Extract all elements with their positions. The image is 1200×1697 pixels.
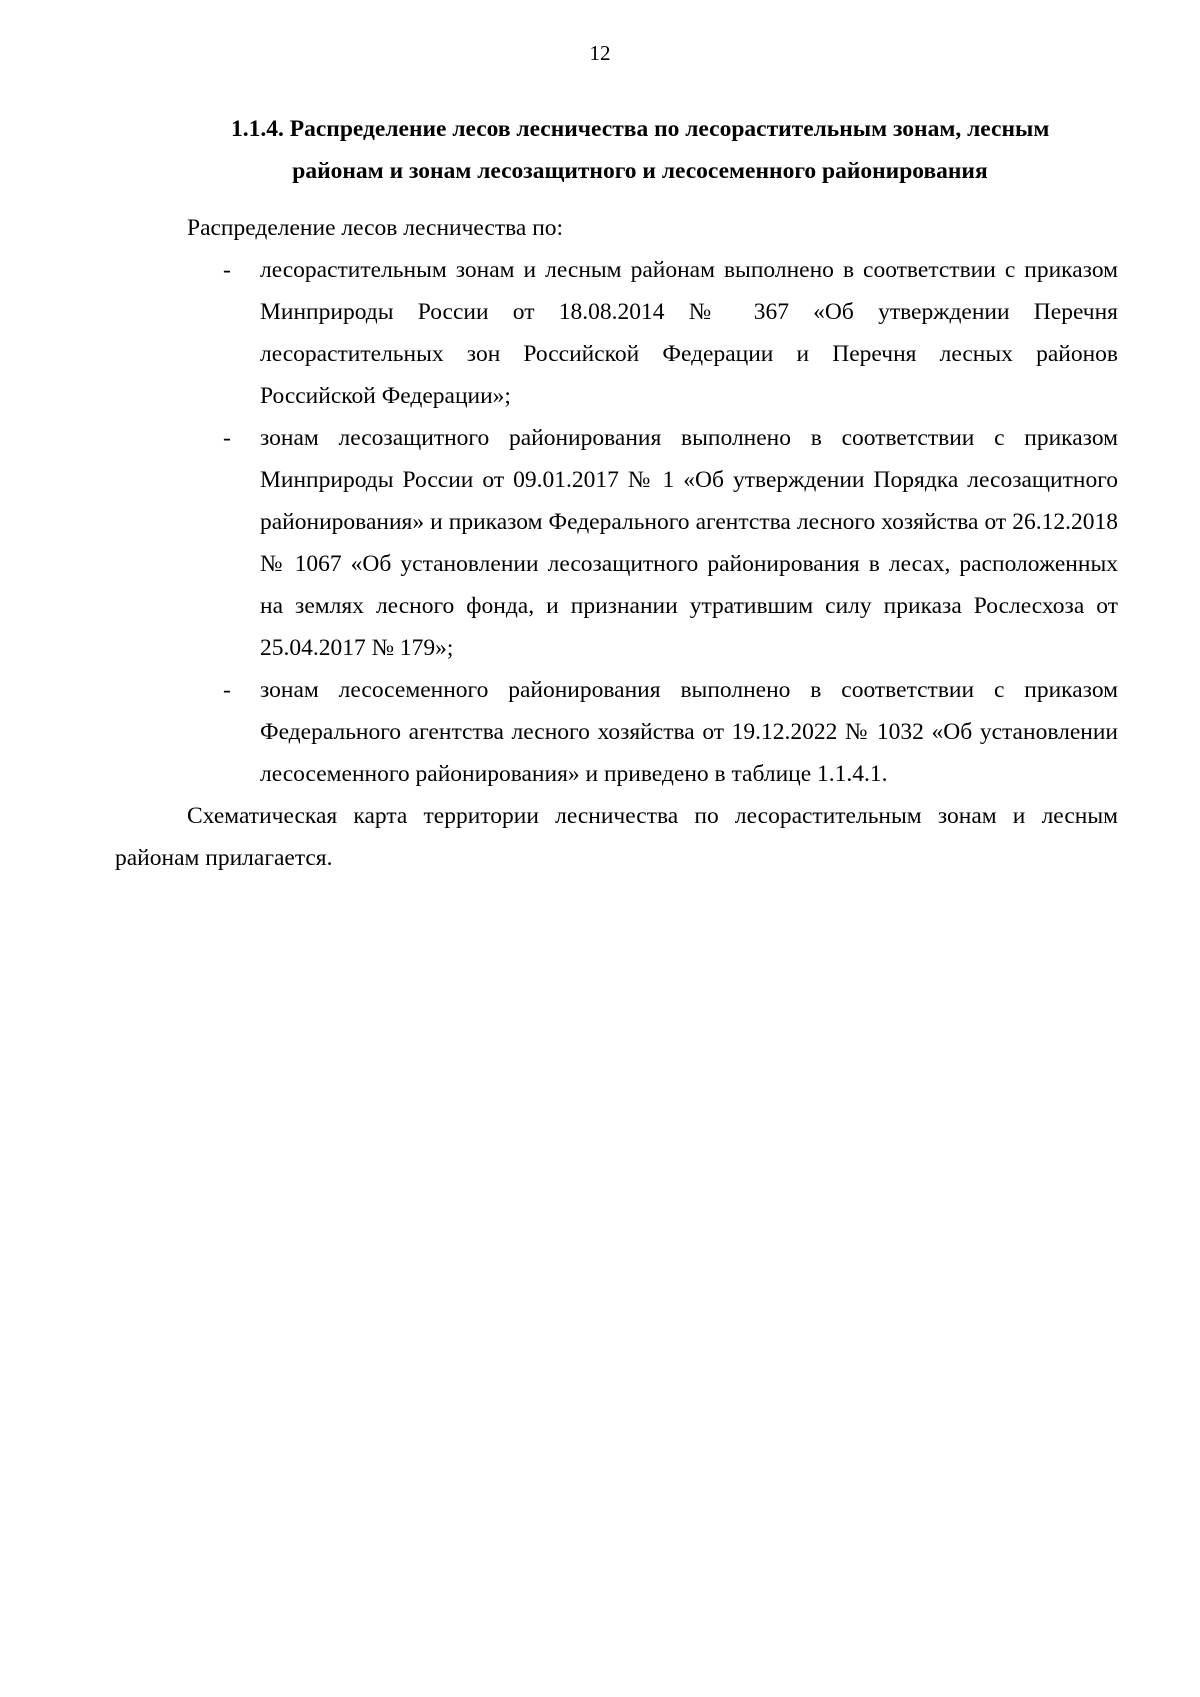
section-heading-line-1: 1.1.4. Распределение лесов лесничества по лесорастительным зонам, лесным: [231, 116, 1050, 142]
list-item-text: зонам лесозащитного районирования выполнено в соответствии с приказом Минприроды России от 09.01.2017 № 1 «Об утверждении Порядка лесозащитного районирования» и приказом Федерального агентства лесного хозяйства от 26.12.2018 № 1067 «Об установлении лесозащитного районирования в лесах, расположенных на землях лесного фонда, и признании утратившим силу приказа Рослесхоза от 25.04.2017 № 179»;: [260, 425, 1118, 661]
list-dash-marker: -: [223, 425, 231, 451]
page-number: 12: [589, 41, 611, 65]
list-item: [115, 669, 1118, 795]
list-item-text: зонам лесосеменного районирования выполнено в соответствии с приказом Федерального агентства лесного хозяйства от 19.12.2022 № 1032 «Об установлении лесосеменного районирования» и приведено в таблице 1.1.4.1.: [260, 677, 1118, 787]
list-item: [115, 249, 1118, 417]
list-item: [115, 417, 1118, 669]
intro-paragraph: Распределение лесов лесничества по:: [187, 215, 564, 241]
closing-paragraph: Схематическая карта территории лесничества по лесорастительным зонам и лесным районам прилагается.: [115, 803, 1118, 871]
distribution-list: [115, 249, 1118, 795]
list-dash-marker: -: [223, 677, 231, 703]
section-heading-line-2: районам и зонам лесозащитного и лесосеменного районирования: [292, 158, 988, 184]
section-heading: [200, 108, 1080, 192]
list-dash-marker: -: [223, 257, 231, 283]
list-item-text: лесорастительным зонам и лесным районам выполнено в соответствии с приказом Минприроды России от 18.08.2014 № 367 «Об утверждении Перечня лесорастительных зон Российской Федерации и Перечня лесных районов Российской Федерации»;: [260, 257, 1118, 409]
